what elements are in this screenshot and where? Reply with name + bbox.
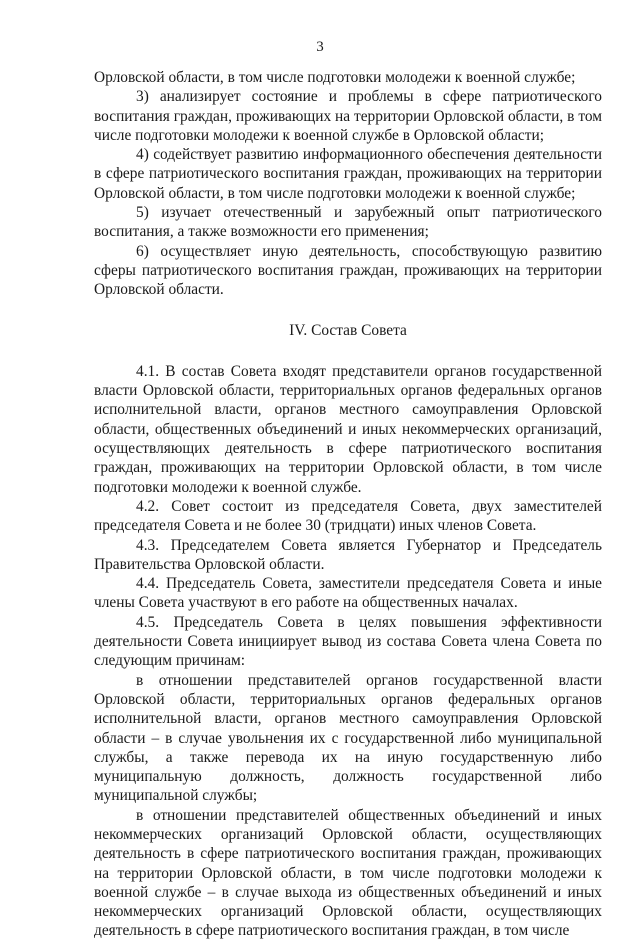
paragraph-4-3: 4.3. Председателем Совета является Губернатор и Председатель Правительства Орловской области. (94, 536, 602, 573)
paragraph-item-5: 5) изучает отечественный и зарубежный опыт патриотического воспитания, а также возможности его применения; (94, 204, 602, 241)
section-title: IV. Состав Совета (289, 321, 407, 339)
paragraph-4-4: 4.4. Председатель Совета, заместители председателя Совета и иные члены Совета участвуют в его работе на общественных началах. (94, 575, 602, 612)
paragraph-public-organizations: в отношении представителей общественных объединений и иных некоммерческих организаций Орловской области, осуществляющих деятельность в сфере патриотического воспитания граждан, проживающих на территории Орловской области, в том числе подготовки молодежи к военной службе – в случае выхода из общественных объединений и иных некоммерческих организаций Орловской области, осуществляющих деятельность в сфере патриотического воспитания граждан, в том числе (94, 806, 602, 940)
paragraph-item-6: 6) осуществляет иную деятельность, способствующую развитию сферы патриотического воспитания граждан, проживающих на территории Орловской области. (94, 242, 602, 299)
paragraph-item-3: 3) анализирует состояние и проблемы в сфере патриотического воспитания граждан, проживающих на территории Орловской области, в том числе подготовки молодежи к военной службе в Орловской области; (94, 88, 602, 144)
paragraph-4-5: 4.5. Председатель Совета в целях повышения эффективности деятельности Совета инициирует вывод из состава Совета члена Совета по следующим причинам: (94, 613, 602, 670)
paragraph-state-officials: в отношении представителей органов государственной власти Орловской области, территориальных органов федеральных органов исполнительной власти, органов местного самоуправления Орловской области – в случае увольнения их с государственной либо муниципальной службы, а также перевода их на иную государственную либо муниципальную должность, должность государственной либо муниципальной службы; (94, 671, 602, 805)
paragraph-item-4: 4) содействует развитию информационного обеспечения деятельности в сфере патриотического воспитания граждан, проживающих на территории Орловской области, в том числе подготовки молодежи к военной службе; (94, 146, 602, 202)
paragraph-continuation: Орловской области, в том числе подготовки молодежи к военной службе; (94, 69, 576, 86)
document-body (94, 68, 602, 941)
page-number: 3 (316, 39, 324, 55)
paragraph-4-1: 4.1. В состав Совета входят представители органов государственной власти Орловской области, территориальных органов федеральных органов исполнительной власти, органов местного самоуправления Орловской области, общественных объединений и иных некоммерческих организаций, осуществляющих деятельность в сфере патриотического воспитания граждан, проживающих на территории Орловской области, в том числе подготовки молодежи к военной службе. (94, 362, 602, 496)
paragraph-4-2: 4.2. Совет состоит из председателя Совета, двух заместителей председателя Совета и не более 30 (тридцати) иных членов Совета. (94, 497, 602, 535)
